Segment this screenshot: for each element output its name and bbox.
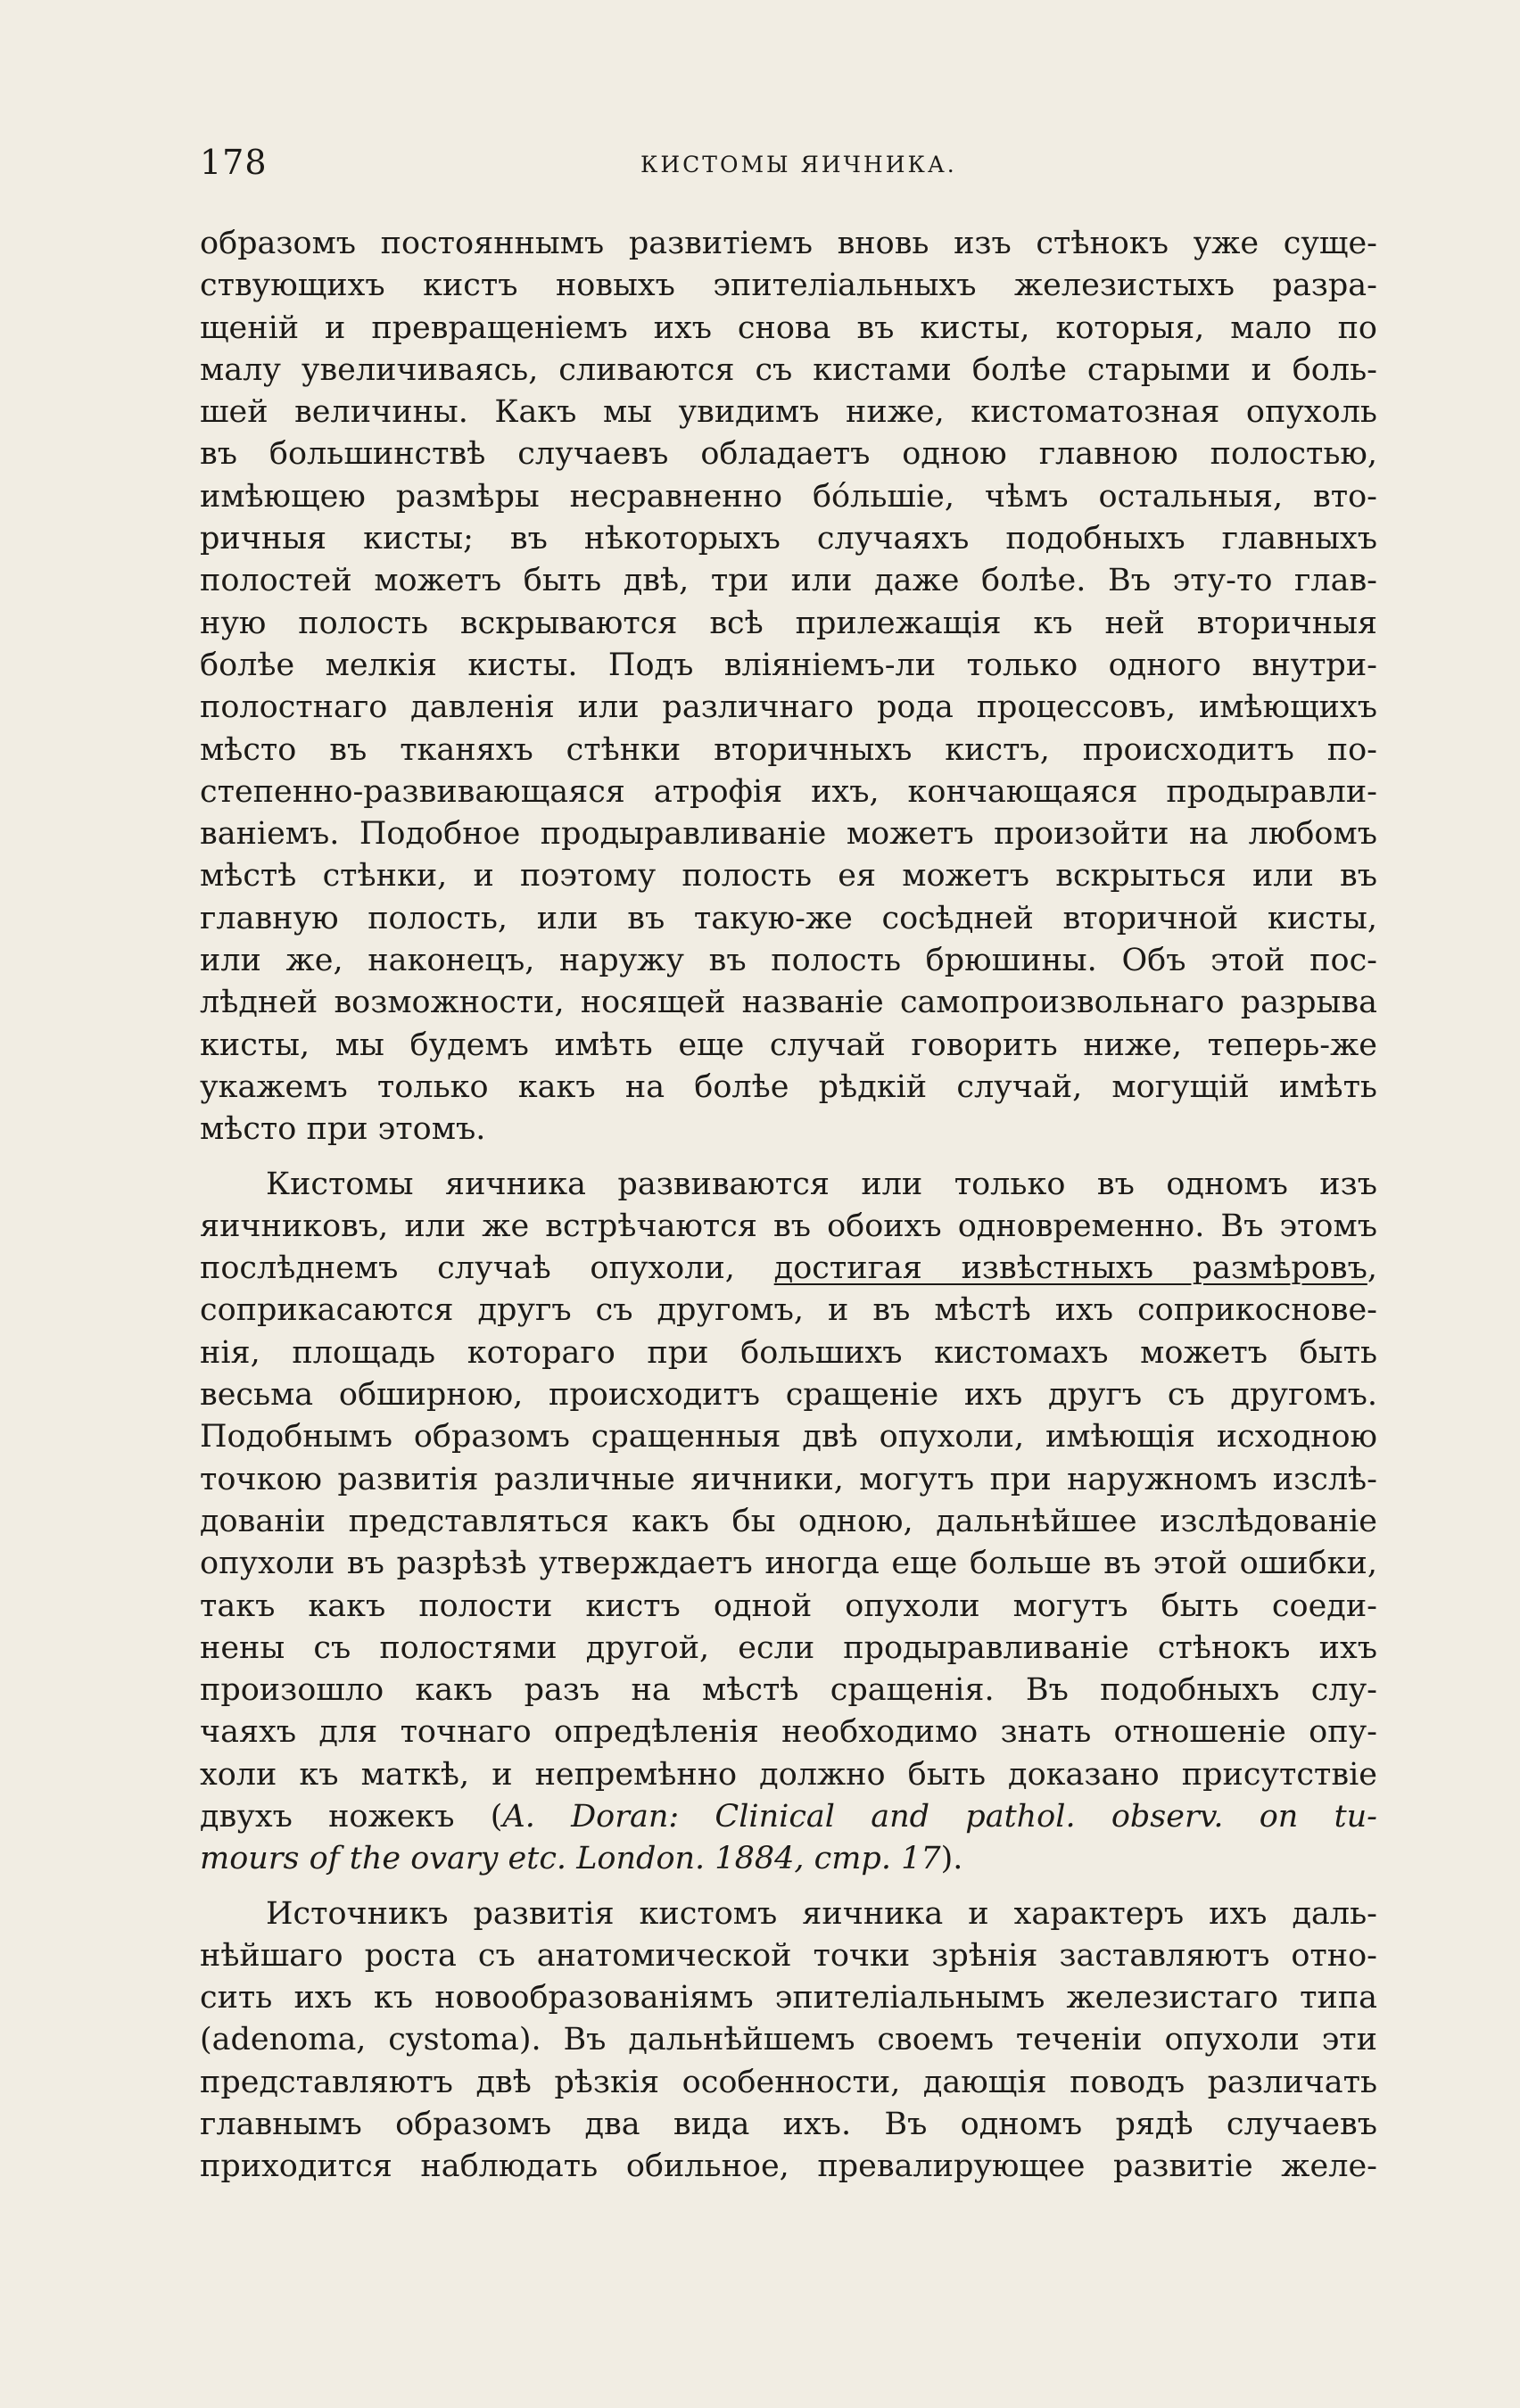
- text-line: мѣсто въ тканяхъ стѣнки вторичныхъ кистъ, происходитъ по-: [200, 731, 1377, 768]
- text-line: или же, наконецъ, наружу въ полость брюшины. Объ этой пос-: [200, 943, 1377, 979]
- text-line: [200, 1796, 1377, 1838]
- page-number: 178: [200, 143, 268, 182]
- paragraph-3: [200, 1893, 1377, 2189]
- text-line: весьма обширною, происходитъ сращеніе ихъ другъ съ другомъ.: [200, 1377, 1377, 1414]
- text-line: ричныя кисты; въ нѣкоторыхъ случаяхъ подобныхъ главныхъ: [200, 521, 1377, 557]
- text-line: Подобнымъ образомъ сращенныя двѣ опухоли, имѣющія исходною: [200, 1419, 1377, 1456]
- text-line: чаяхъ для точнаго опредѣленія необходимо знать отношеніе опу-: [200, 1714, 1377, 1751]
- text-line: соприкасаются другъ съ другомъ, и въ мѣстѣ ихъ соприкоснове-: [200, 1292, 1377, 1329]
- underlined-phrase: достигая извѣстныхъ размѣровъ: [773, 1250, 1367, 1287]
- text-line: ваніемъ. Подобное продыравливаніе можетъ произойти на любомъ: [200, 816, 1377, 853]
- text-line: (adenoma, cystoma). Въ дальнѣйшемъ своемъ теченіи опухоли эти: [200, 2022, 1377, 2058]
- citation: mours of the ovary etc. London. 1884, стр. 17: [200, 1841, 941, 1877]
- text-line: мѣсто при этомъ.: [200, 1111, 486, 1148]
- text-line: Источникъ развитія кистомъ яичника и характеръ ихъ даль-: [266, 1895, 1377, 1932]
- text-run: двухъ ножекъ (: [200, 1798, 503, 1835]
- text-line: ную полость вскрываются всѣ прилежащія къ ней вторичныя: [200, 605, 1377, 641]
- text-line: Кистомы яичника развиваются или только въ одномъ изъ: [266, 1166, 1377, 1202]
- text-run: ).: [940, 1841, 963, 1877]
- text-line: въ большинствѣ случаевъ обладаетъ одною главною полостью,: [200, 436, 1377, 473]
- body-text: [200, 223, 1377, 2189]
- text-line: степенно-развивающаяся атрофія ихъ, кончающаяся продыравли-: [200, 773, 1377, 810]
- text-line: шей величины. Какъ мы увидимъ ниже, кистоматозная опухоль: [200, 394, 1377, 431]
- text-line: болѣе мелкія кисты. Подъ вліяніемъ-ли только одного внутри-: [200, 647, 1377, 683]
- text-line: такъ какъ полости кистъ одной опухоли могутъ быть соеди-: [200, 1587, 1377, 1624]
- text-line: ствующихъ кистъ новыхъ эпителіальныхъ железистыхъ разра-: [200, 268, 1377, 304]
- text-line: нены съ полостями другой, если продыравливаніе стѣнокъ ихъ: [200, 1629, 1377, 1666]
- running-title: КИСТОМЫ ЯИЧНИКА.: [640, 152, 957, 177]
- text-line: полостнаго давленія или различнаго рода процессовъ, имѣющихъ: [200, 689, 1377, 726]
- text-line: приходится наблюдать обильное, превалирующее развитіе желе-: [200, 2148, 1377, 2185]
- text-line: дованіи представляться какъ бы одною, дальнѣйшее изслѣдованіе: [200, 1503, 1377, 1539]
- text-line: щеній и превращеніемъ ихъ снова въ кисты, которыя, мало по: [200, 309, 1377, 346]
- text-line: укажемъ только какъ на болѣе рѣдкій случай, могущій имѣть: [200, 1068, 1377, 1105]
- text-line: образомъ постояннымъ развитіемъ вновь изъ стѣнокъ уже суще-: [200, 226, 1377, 261]
- text-line: яичниковъ, или же встрѣчаются въ обоихъ одновременно. Въ этомъ: [200, 1208, 1377, 1244]
- text-line: главнымъ образомъ два вида ихъ. Въ одномъ рядѣ случаевъ: [200, 2107, 1377, 2143]
- text-line: холи къ маткѣ, и непремѣнно должно быть доказано присутствіе: [200, 1756, 1377, 1793]
- text-line: главную полость, или въ такую-же сосѣдней вторичной кисты,: [200, 900, 1377, 936]
- text-line: [200, 1838, 1377, 1880]
- text-line: малу увеличиваясь, сливаются съ кистами болѣе старыми и боль-: [200, 351, 1377, 388]
- paragraph-1: [200, 223, 1377, 1151]
- text-line: лѣдней возможности, носящей названіе самопроизвольнаго разрыва: [200, 985, 1377, 1021]
- text-line: мѣстѣ стѣнки, и поэтому полость ея можетъ вскрыться или въ: [200, 858, 1377, 895]
- text-line: произошло какъ разъ на мѣстѣ сращенія. Въ подобныхъ слу-: [200, 1672, 1377, 1709]
- text-line: точкою развитія различные яичники, могутъ при наружномъ изслѣ-: [200, 1461, 1377, 1497]
- text-line: [200, 1248, 1377, 1290]
- text-line: представляютъ двѣ рѣзкія особенности, дающія поводъ различать: [200, 2064, 1377, 2100]
- text-line: имѣющею размѣры несравненно бо́льшіе, чѣмъ остальныя, вто-: [200, 478, 1377, 515]
- text-line: кисты, мы будемъ имѣть еще случай говорить ниже, теперь-же: [200, 1027, 1377, 1063]
- text-run: послѣднемъ случаѣ опухоли,: [200, 1250, 774, 1287]
- paragraph-2: [200, 1164, 1377, 1881]
- text-line: сить ихъ къ новообразованіямъ эпителіальнымъ железистаго типа: [200, 1980, 1377, 2016]
- text-line: нія, площадь котораго при большихъ кистомахъ можетъ быть: [200, 1334, 1377, 1371]
- text-line: нѣйшаго роста съ анатомической точки зрѣнія заставляютъ отно-: [200, 1937, 1377, 1974]
- citation: A. Doran: Clinical and pathol. observ. on tu-: [502, 1798, 1377, 1835]
- text-line: полостей можетъ быть двѣ, три или даже болѣе. Въ эту-то глав-: [200, 563, 1377, 599]
- text-run: ,: [1367, 1250, 1377, 1287]
- text-line: опухоли въ разрѣзѣ утверждаетъ иногда еще больше въ этой ошибки,: [200, 1546, 1377, 1582]
